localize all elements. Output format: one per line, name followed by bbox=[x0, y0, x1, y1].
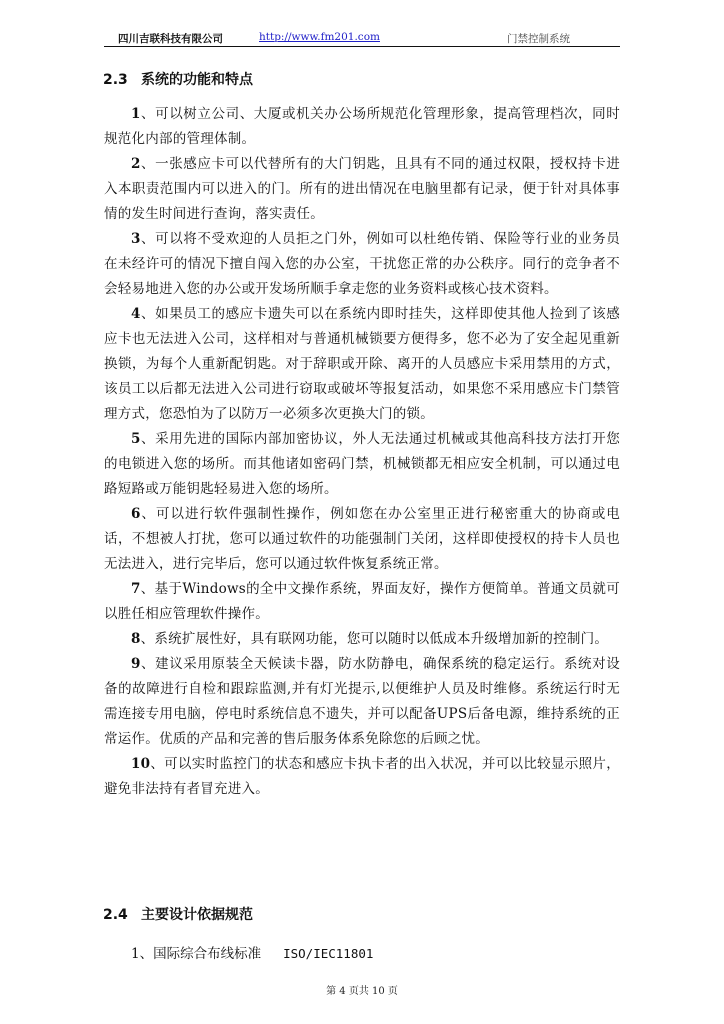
header-system-name: 门禁控制系统 bbox=[507, 33, 570, 45]
section-number: 2.3 bbox=[103, 72, 128, 88]
feature-paragraph: 1、可以树立公司、大厦或机关办公场所规范化管理形象，提高管理档次，同时规范化内部的管理体制。 bbox=[104, 106, 620, 147]
feature-paragraph: 5、采用先进的国际内部加密协议，外人无法通过机械或其他高科技方法打开您的电锁进入您的场所。而其他诸如密码门禁，机械锁都无相应安全机制，可以通过电路短路或万能钥匙轻易进入您的场所。 bbox=[104, 431, 620, 497]
page-footer: 第 4 页共 10 页 bbox=[326, 986, 398, 997]
section-heading-2-4 bbox=[103, 904, 253, 924]
section-title: 系统的功能和特点 bbox=[141, 72, 253, 88]
feature-paragraph: 6、可以进行软件强制性操作，例如您在办公室里正进行秘密重大的协商或电话，不想被人打扰，您可以通过软件的功能强制门关闭，这样即使授权的持卡人员也无法进入，进行完毕后，您可以通过软件恢复系统正常。 bbox=[104, 506, 620, 572]
page-header bbox=[104, 30, 620, 47]
header-url-link[interactable]: http://www.fm201.com bbox=[259, 31, 380, 43]
section-body bbox=[104, 102, 620, 802]
section-heading-2-3 bbox=[103, 69, 253, 89]
feature-paragraph: 3、可以将不受欢迎的人员拒之门外，例如可以杜绝传销、保险等行业的业务员在未经许可的情况下擅自闯入您的办公室，干扰您正常的办公秩序。同行的竞争者不会轻易地进入您的办公或开发场所顺手拿走您的业务资料或核心技术资料。 bbox=[104, 231, 620, 297]
section-number: 2.4 bbox=[103, 907, 128, 923]
feature-paragraph: 2、一张感应卡可以代替所有的大门钥匙，且具有不同的通过权限，授权持卡进入本职责范围内可以进入的门。所有的进出情况在电脑里都有记录，便于针对具体事情的发生时间进行查询，落实责任。 bbox=[104, 156, 620, 222]
feature-paragraph: 4、如果员工的感应卡遗失可以在系统内即时挂失，这样即使其他人捡到了该感应卡也无法进入公司，这样相对与普通机械锁要方便得多，您不必为了安全起见重新换锁，为每个人重新配钥匙。对于辞职或开除、离开的人员感应卡采用禁用的方式，该员工以后都无法进入公司进行窃取或破坏等报复活动，如果您不采用感应卡门禁管理方式，您恐怕为了以防万一必须多次更换大门的锁。 bbox=[104, 306, 620, 422]
header-company: 四川吉联科技有限公司 bbox=[118, 33, 223, 45]
feature-paragraph: 10、可以实时监控门的状态和感应卡执卡者的出入状况，并可以比较显示照片，避免非法持有者冒充进入。 bbox=[104, 756, 620, 797]
feature-paragraph: 7、基于Windows的全中文操作系统，界面友好，操作方便简单。普通文员就可以胜任相应管理软件操作。 bbox=[104, 581, 620, 622]
feature-paragraph: 8、系统扩展性好，具有联网功能，您可以随时以低成本升级增加新的控制门。 bbox=[131, 631, 609, 647]
feature-paragraph: 9、建议采用原装全天候读卡器，防水防静电，确保系统的稳定运行。系统对设备的故障进行自检和跟踪监测,并有灯光提示,以便维护人员及时维修。系统运行时无需连接专用电脑，停电时系统信息不遗失，并可以配备UPS后备电源，维持系统的正常运作。优质的产品和完善的售后服务体系免除您的后顾之忧。 bbox=[104, 656, 620, 747]
standard-label: 1、国际综合布线标准 bbox=[131, 946, 262, 962]
standard-code: ISO/IEC11801 bbox=[283, 946, 374, 961]
section-title: 主要设计依据规范 bbox=[141, 907, 253, 923]
standard-item bbox=[131, 942, 373, 962]
